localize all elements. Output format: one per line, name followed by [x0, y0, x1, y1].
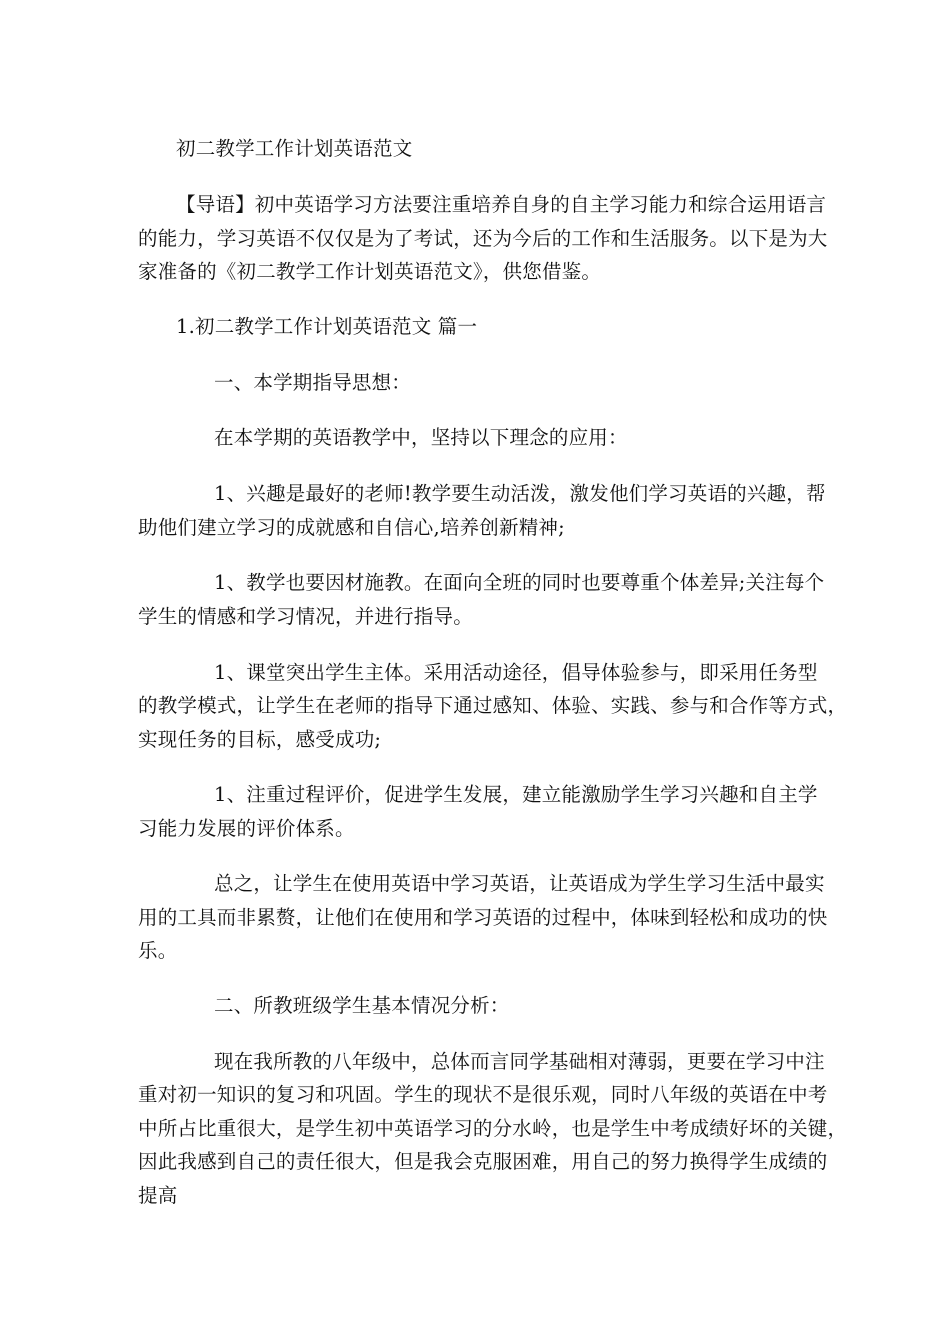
intro-line: 的能力，学习英语不仅仅是为了考试，还为今后的工作和生活服务。以下是为大 — [138, 227, 828, 250]
list-item-line: 的教学模式，让学生在老师的指导下通过感知、体验、实践、参与和合作等方式， — [138, 694, 848, 717]
part1-lead: 在本学期的英语教学中，坚持以下理念的应用： — [214, 426, 628, 449]
part2-line: 提高 — [138, 1184, 178, 1207]
intro-line: 家准备的《初二教学工作计划英语范文》，供您借鉴。 — [138, 260, 602, 283]
list-item-line: 习能力发展的评价体系。 — [138, 817, 355, 840]
list-item-line: 1、教学也要因材施教。在面向全班的同时也要尊重个体差异;关注每个 — [214, 571, 825, 594]
part2-line: 现在我所教的八年级中，总体而言同学基础相对薄弱，更要在学习中注 — [214, 1050, 825, 1073]
document-title: 初二教学工作计划英语范文 — [176, 137, 413, 160]
part2-line: 因此我感到自己的责任很大，但是我会克服困难，用自己的努力换得学生成绩的 — [138, 1150, 828, 1173]
list-item-line: 学生的情感和学习情况，并进行指导。 — [138, 605, 473, 628]
part2-line: 中所占比重很大，是学生初中英语学习的分水岭，也是学生中考成绩好坏的关键， — [138, 1117, 848, 1140]
list-item-line: 1、课堂突出学生主体。采用活动途径，倡导体验参与，即采用任务型 — [214, 661, 818, 684]
summary-line: 总之，让学生在使用英语中学习英语，让英语成为学生学习生活中最实 — [214, 872, 825, 895]
list-item-line: 实现任务的目标，感受成功; — [138, 728, 382, 751]
part2-line: 重对初一知识的复习和巩固。学生的现状不是很乐观，同时八年级的英语在中考 — [138, 1083, 828, 1106]
summary-line: 乐。 — [138, 939, 178, 962]
list-item-line: 1、兴趣是最好的老师!教学要生动活泼，激发他们学习英语的兴趣，帮 — [214, 482, 826, 505]
intro-line: 【导语】初中英语学习方法要注重培养自身的自主学习能力和综合运用语言 — [176, 193, 827, 216]
summary-line: 用的工具而非累赘，让他们在使用和学习英语的过程中，体味到轻松和成功的快 — [138, 906, 828, 929]
list-item-line: 1、注重过程评价，促进学生发展，建立能激励学生学习兴趣和自主学 — [214, 783, 818, 806]
part1-heading: 一、本学期指导思想： — [214, 371, 412, 394]
part2-heading: 二、所教班级学生基本情况分析： — [214, 994, 510, 1017]
section-heading: 1.初二教学工作计划英语范文 篇一 — [176, 315, 478, 338]
list-item-line: 助他们建立学习的成就感和自信心,培养创新精神; — [138, 516, 565, 539]
